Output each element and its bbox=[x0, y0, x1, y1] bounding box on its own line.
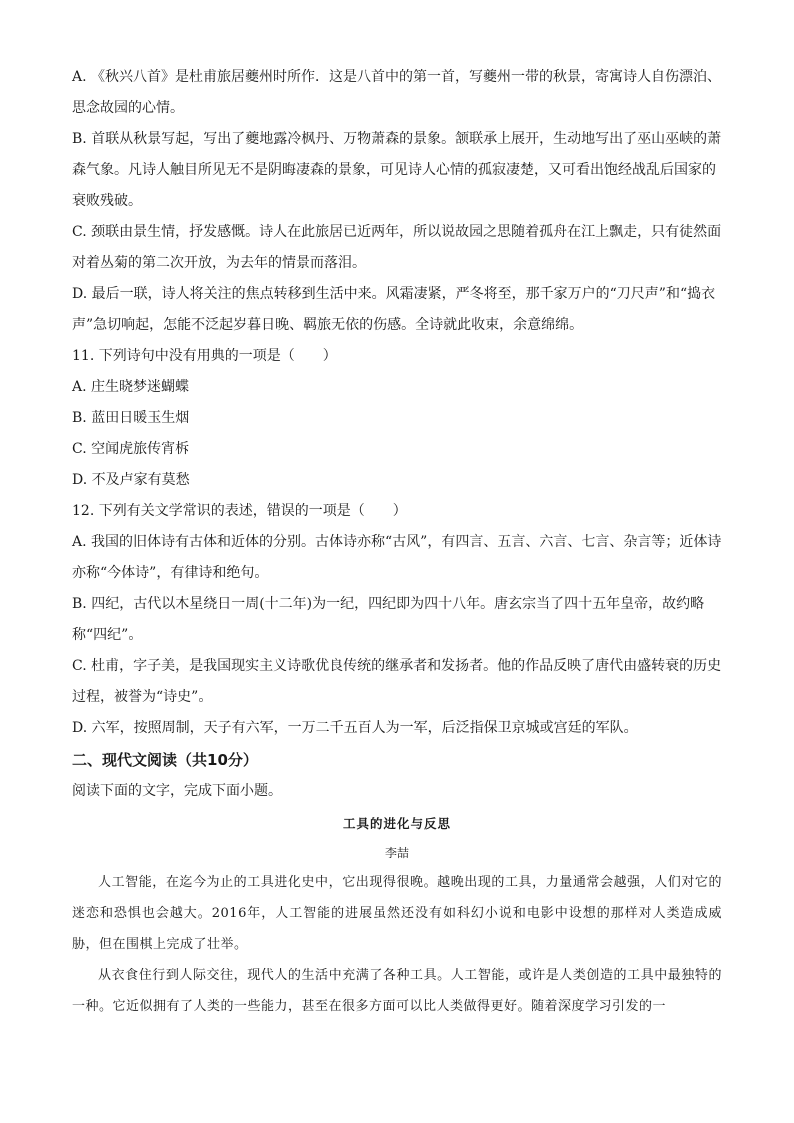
q12-stem: 12. 下列有关文学常识的表述，错误的一项是（ ） bbox=[72, 503, 407, 519]
section-instruction: 阅读下面的文字，完成下面小题。 bbox=[72, 783, 282, 799]
q12-option-a: A. 我国的旧体诗有古体和近体的分别。古体诗亦称“古风”，有四言、五言、六言、七言、杂言等；近体诗亦称“今体诗”，有律诗和绝句。 bbox=[72, 534, 722, 581]
q11-option-c: C. 空闻虎旅传宵柝 bbox=[72, 441, 190, 457]
q11-option-b: B. 蓝田日暖玉生烟 bbox=[72, 410, 190, 426]
article-paragraph-2: 从衣食住行到人际交往，现代人的生活中充满了各种工具。人工智能，或许是人类创造的工具中最独特的一种。它近似拥有了人类的一些能力，甚至在很多方面可以比人类做得更好。随着深度学习引发的一 bbox=[72, 968, 722, 1014]
q10-option-a: A. 《秋兴八首》是杜甫旅居夔州时所作．这是八首中的第一首，写夔州一带的秋景，寄寓诗人自伤漂泊、思念故园的心情。 bbox=[72, 69, 722, 116]
article-paragraph-1: 人工智能，在迄今为止的工具进化史中，它出现得很晚。越晚出现的工具，力量通常会越强，人们对它的迷恋和恐惧也会越大。2016年，人工智能的进展虽然还没有如科幻小说和电影中设想的那样对人类造成威胁，但在围棋上完成了壮举。 bbox=[72, 875, 722, 952]
q12-option-d: D. 六军，按照周制，天子有六军，一万二千五百人为一军，后泛指保卫京城或宫廷的军队。 bbox=[72, 720, 638, 736]
q10-option-c: C. 颈联由景生情，抒发感慨。诗人在此旅居已近两年，所以说故园之思随着孤舟在江上飘走，只有徒然面对着丛菊的第二次开放，为去年的情景而落泪。 bbox=[72, 224, 722, 271]
q10-option-d: D. 最后一联，诗人将关注的焦点转移到生活中来。风霜凄紧，严冬将至，那千家万户的“刀尺声”和“捣衣声”急切响起，怎能不泛起岁暮日晚、羁旅无依的伤感。全诗就此收束，余意绵绵。 bbox=[72, 286, 716, 333]
document-page bbox=[72, 62, 722, 1022]
section-title: 二、现代文阅读（共10分） bbox=[72, 751, 258, 769]
q12-option-c: C. 杜甫，字子美，是我国现实主义诗歌优良传统的继承者和发扬者。他的作品反映了唐代由盛转衰的历史过程，被誉为“诗史”。 bbox=[72, 658, 722, 705]
q12-option-b: B. 四纪，古代以木星绕日一周(十二年)为一纪，四纪即为四十八年。唐玄宗当了四十五年皇帝，故约略称“四纪”。 bbox=[72, 596, 705, 643]
article-title: 工具的进化与反思 bbox=[342, 816, 451, 831]
q11-stem: 11. 下列诗句中没有用典的一项是（ ） bbox=[72, 348, 337, 364]
article-author: 李喆 bbox=[384, 846, 409, 860]
q11-option-a: A. 庄生晓梦迷蝴蝶 bbox=[72, 379, 190, 395]
q10-option-b: B. 首联从秋景写起，写出了夔地露冷枫丹、万物萧森的景象。颔联承上展开，生动地写出了巫山巫峡的萧森气象。凡诗人触目所见无不是阴晦凄森的景象，可见诗人心情的孤寂凄楚，又可看出饱经战乱后国家的衰败残破。 bbox=[72, 131, 722, 209]
q11-option-d: D. 不及卢家有莫愁 bbox=[72, 472, 190, 488]
